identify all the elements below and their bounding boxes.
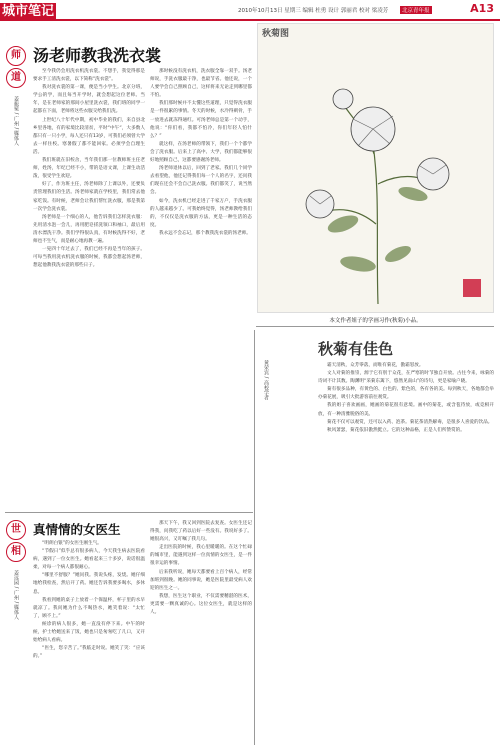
divider-vertical (254, 330, 255, 745)
paragraph: 我的姐子喜欢画画，她画的菊花很有意境。画中的菊花，或含苞待放，或竞相开放，有一种清雅脱俗的美。 (318, 403, 494, 417)
column-badge-shidao (6, 46, 26, 88)
divider-horizontal (5, 512, 253, 513)
article2-col2 (150, 520, 252, 745)
paragraph: 走出医院的时候，我心里暖暖的。在这个忙碌的城市里，能遇到这样一位真情的女医生，是一件很幸运的事情。 (150, 545, 252, 567)
badge-char-top: 师 (6, 46, 26, 66)
masthead (0, 0, 500, 20)
paragraph: 文人对菊的推崇，源于它有别于众花，在严寒的时节独自开放。古往今来，咏菊的诗词不计其数。陶渊明“采菊东篱下，悠然见南山”的诗句，更是家喻户晓。 (318, 371, 494, 385)
paragraph: 一晃四十年过去了，我们已经不再是当年的孩子。可每当我用洗衣机洗衣服的时候，我都会想起汤老师，想起他教我洗衣裳的那些日子。 (33, 247, 145, 269)
paragraph: “医生，您辛苦了。”我临走时说。她笑了笑：“应该的。” (33, 646, 145, 660)
paragraph: 上世纪八十年代中期，初中毕业的我们，来自县北乡里各地，有的家境比较清贫，平时“中午“，大多数人都只有一只小学，每人还只有13岁，可我们必须曾大学去一样住校。寒暑假了都不能回家。必须学会自理生活。 (33, 117, 145, 155)
badge-char-bottom: 道 (6, 68, 26, 88)
paragraph: 至今我仍会用洗衣机洗衣裳。不想手，我觉得那是要求手工清洗衣裳，以下简称“洗衣裳”。 (33, 69, 145, 83)
paragraph: 霜天清秋，众芳零落，而唯有菊花，傲霜怒放。 (327, 363, 424, 368)
article1-byline: 姜振冕 / 广州 / 媒体人 (13, 96, 19, 146)
artist-seal (463, 279, 481, 297)
paragraph: 我们班就在旧校舍，当年我们那一位教师班主任老师，姓汤，年纪已经不小，带的是语文课，上课生动活泼，很受学生欢迎。 (33, 158, 145, 180)
paragraph: 我想，医生这个职业，不仅需要精湛的医术，更需要一颗真诚的心。这位女医生，就是这样的人。 (150, 593, 252, 616)
article3-title: 秋菊有佳色 (318, 340, 394, 358)
paragraph: 我永远不会忘记，那个教我洗衣裳的汤老师。 (159, 230, 251, 236)
badge-char-bottom: 相 (6, 542, 26, 562)
page-number: A13 (470, 2, 494, 15)
flower-illustration (258, 24, 494, 313)
paragraph: 菊花不仅可以观赏，还可以入药、泡茶。菊花茶清热解毒，是很多人喜爱的饮品。 (327, 419, 493, 425)
paragraph: 候诊的病人很多，她一直没有停下来。中午的时候，护士给她送来了饭，她也只是匆匆吃了几口，又开始给病人看病。 (33, 621, 145, 644)
paragraph: “明朗白银”的女医生刚生气。 (42, 541, 102, 546)
paragraph: “节假日”似乎总有很多病人，今天我生病去医院看病，遇到了一位女医生。她看起来三十多岁，说话很温柔，对每一个病人都很耐心。 (33, 549, 145, 571)
divider-horizontal (256, 326, 494, 327)
paragraph: “哪里不舒服？”她问我。我说头疼，发烧。她仔细地给我检查，然后开了药。她还告诉我要多喝水，多休息。 (33, 573, 145, 595)
paragraph: 菊有很多品种，有黄色的、白色的、紫色的，各有各的美。每到秋天，各地都会举办菊花展，吸引大批游客前往观赏。 (318, 387, 494, 401)
masthead-rule (0, 19, 500, 21)
chrysanthemum-painting (257, 23, 494, 313)
article3-byline: 黄荣宾 / 高校学者 (263, 360, 269, 400)
paragraph: 汤老师退休以后，回到了老家。我们几个同学去看望他，他还记得我们每一个人的名字，还问我们现在还会不会自己洗衣服。我们都笑了，说当然会。 (150, 166, 252, 196)
article2-col1 (33, 540, 145, 745)
paragraph: 秋风萧瑟，菊花依旧傲然挺立。它的这种品格，正是人们所赞赏的。 (327, 427, 465, 433)
painting-caption: 本文作者姐子的学画习作(秋菊)小品。 (329, 318, 422, 324)
article2-byline: 姜远园 / 广州 / 媒体人 (13, 570, 19, 620)
paragraph: 那天下午，我又回到医院去复查。女医生还记得我，问我吃了药以后好一些没有。我说好多了。她很高兴，又叮嘱了我几句。 (150, 521, 252, 543)
badge-char-top: 世 (6, 520, 26, 540)
paragraph: 就这样，在汤老师的带领下，我们一个个都学会了洗衣服。后来上了高中、大学，我们都能够很好地照顾自己，这都要感谢汤老师。 (150, 141, 252, 164)
article2-title: 真情情的女医生 (33, 522, 121, 537)
article3-body (318, 362, 494, 742)
issue-info: 2010年10月13日 星期三 编辑 杜勇 设计 郭丽君 校对 梁凌芳 (238, 8, 389, 14)
column-badge-shixiang (6, 520, 26, 562)
article1-title: 汤老师教我洗衣裳 (33, 46, 162, 65)
paragraph: 汤老师是一个细心的人，他告诉我们怎样洗衣服：先用清水泡一会儿，再用肥皂搓洗领口和袖口，最后用清水漂洗干净。我们学得很认真，有时候洗得不好，老师也不生气，而是耐心地再教一遍。 (33, 214, 145, 244)
paragraph: 我对洗衣裳的第一课，便是当小学生。北京分班，学公的学，而且每当开学时，就会想起这位老师。当年，是在老师家的那间小屋里洗衣裳，我们班的同学一起都在下面，老师将这些衣服交给我们洗。 (33, 85, 145, 115)
paragraph: 如今，洗衣机已经走进了千家万户，手洗衣服的人越来越少了。可我始终觉得，汤老师教给我们的，不仅仅是洗衣服的方法，更是一种生活的态度。 (150, 198, 252, 228)
paragraph: 好了，作为班主任，汤老师除了上课以外，还要负责管理我们的生活。汤老师家就在学校里，我们常去他家吃饭。有时候，老师会让我们帮忙洗衣服，那是我第一次学会洗衣裳。 (33, 182, 145, 212)
paragraph: 我们那时候并不太懂这些道理，只觉得洗衣服是一件很累的事情。冬天的时候，水冷得刺骨，手一放进去就冻得通红。可汤老师总是第一个动手，他说：“你们看，我都不怕冷，你们年轻人怕什么？” (150, 101, 252, 139)
article1-col2 (150, 68, 252, 508)
paragraph: 那时候没有洗衣机，洗衣服全靠一双手。汤老师说，手洗衣服最干净，也最节省。他还说，一个人要学会自己照顾自己，这样将来无论走到哪里都不怕。 (150, 69, 252, 99)
paper-tag: 北京青年报 (402, 8, 430, 14)
section-title: 城市笔记 (1, 4, 54, 19)
paragraph: 我看到她的桌子上放着一个保温杯，杯子里的水早就凉了。我问她为什么不喝热水，她笑着说：“太忙了，顾不上。” (33, 597, 145, 619)
paragraph: 后来我听说，她每天都要看上百个病人，经常加班到很晚。她的同事说，她是医院里最受病人欢迎的医生之一。 (150, 569, 252, 591)
painting-inscription: 秋菊图 (262, 29, 290, 39)
article1-col1 (33, 68, 145, 508)
